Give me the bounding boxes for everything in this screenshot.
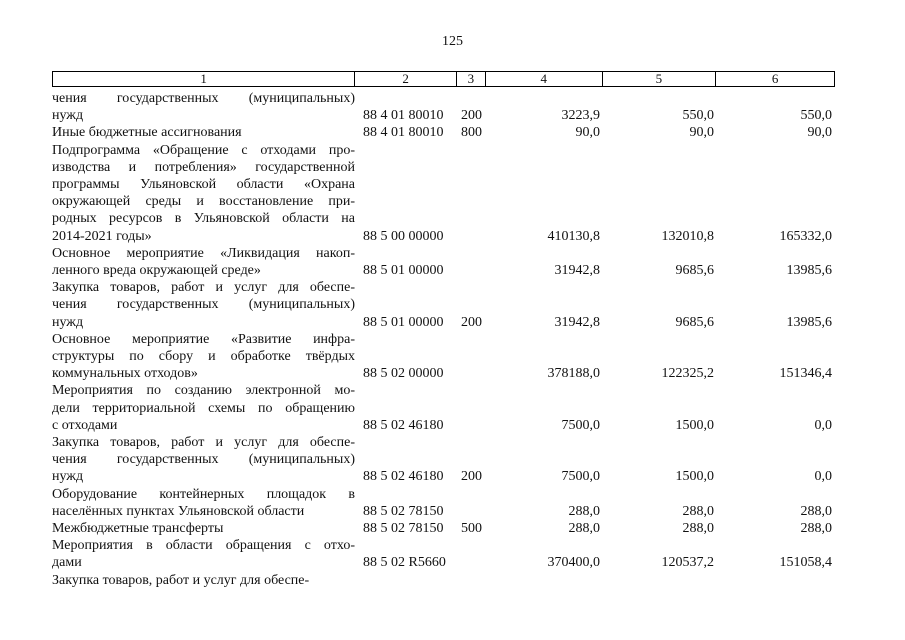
row-code: 88 5 02 78150	[363, 521, 444, 537]
header-col-4: 4	[486, 72, 603, 86]
header-col-1: 1	[53, 72, 355, 86]
table-row	[52, 434, 835, 486]
description-line: коммунальных отходов»	[52, 366, 198, 382]
row-value-col6: 90,0	[807, 125, 832, 141]
row-description	[52, 245, 355, 279]
description-line: изводства и потребления» государственной	[52, 159, 355, 175]
row-value-col5: 9685,6	[675, 263, 714, 279]
description-line: 2014-2021 годы»	[52, 228, 152, 244]
row-expense-type: 200	[461, 108, 482, 124]
description-line: окружающей среды и восстановление при-	[52, 194, 355, 210]
row-code: 88 5 00 00000	[363, 228, 444, 244]
row-value-col6: 0,0	[814, 469, 832, 485]
description-line: Основное мероприятие «Развитие инфра-	[52, 331, 355, 347]
row-value-col6: 13985,6	[786, 314, 832, 330]
row-code: 88 5 01 00000	[363, 263, 444, 279]
row-value-col5: 132010,8	[661, 228, 714, 244]
header-col-5: 5	[603, 72, 717, 86]
row-value-col5: 9685,6	[675, 314, 714, 330]
table-row	[52, 142, 835, 245]
row-value-col6: 165332,0	[779, 228, 832, 244]
table-row	[52, 537, 835, 571]
table-row	[52, 486, 835, 520]
row-expense-type: 800	[461, 125, 482, 141]
table-row	[52, 90, 835, 124]
row-value-col4: 288,0	[568, 521, 600, 537]
description-line: Закупка товаров, работ и услуг для обеспе-	[52, 572, 310, 588]
row-value-col4: 31942,8	[554, 314, 600, 330]
row-value-col6: 550,0	[800, 108, 832, 124]
row-expense-type: 200	[461, 469, 482, 485]
row-value-col4: 7500,0	[561, 417, 600, 433]
row-value-col5: 288,0	[682, 503, 714, 519]
description-line: ленного вреда окружающей среде»	[52, 263, 261, 279]
description-line: Мероприятия по созданию электронной мо-	[52, 383, 355, 399]
row-value-col6: 151346,4	[779, 366, 832, 382]
row-expense-type: 200	[461, 314, 482, 330]
table-row	[52, 520, 835, 537]
table-header	[52, 71, 835, 87]
description-line: Мероприятия в области обращения с отхо-	[52, 538, 355, 554]
row-code: 88 5 02 00000	[363, 366, 444, 382]
description-line: Иные бюджетные ассигнования	[52, 125, 242, 141]
row-code: 88 5 01 00000	[363, 314, 444, 330]
row-value-col4: 378188,0	[547, 366, 600, 382]
description-line: нужд	[52, 314, 84, 330]
row-value-col4: 288,0	[568, 503, 600, 519]
row-code: 88 5 02 78150	[363, 503, 444, 519]
row-code: 88 5 02 46180	[363, 469, 444, 485]
row-description	[52, 382, 355, 434]
description-line: с отходами	[52, 417, 118, 433]
table-row	[52, 245, 835, 279]
row-description	[52, 486, 355, 520]
row-value-col4: 7500,0	[561, 469, 600, 485]
row-value-col6: 0,0	[814, 417, 832, 433]
description-line: нужд	[52, 108, 84, 124]
description-line: чения государственных (муниципальных)	[52, 91, 355, 106]
description-line: Межбюджетные трансферты	[52, 521, 224, 537]
table-row	[52, 382, 835, 434]
row-code: 88 5 02 R5660	[363, 555, 446, 571]
row-value-col4: 3223,9	[561, 108, 600, 124]
row-value-col4: 410130,8	[547, 228, 600, 244]
table-row	[52, 124, 835, 141]
header-col-2: 2	[355, 72, 457, 86]
row-code: 88 4 01 80010	[363, 108, 444, 124]
row-description	[52, 279, 355, 331]
page-number: 125	[442, 34, 463, 49]
row-value-col5: 1500,0	[675, 417, 714, 433]
description-line: родных ресурсов в Ульяновской области на	[52, 211, 355, 227]
row-description	[52, 124, 355, 141]
table-body	[52, 90, 835, 589]
row-value-col5: 1500,0	[675, 469, 714, 485]
row-value-col6: 288,0	[800, 503, 832, 519]
table-row	[52, 572, 835, 589]
row-value-col5: 288,0	[682, 521, 714, 537]
row-value-col6: 288,0	[800, 521, 832, 537]
description-line: структуры по сбору и обработке твёрдых	[52, 349, 355, 365]
row-value-col4: 370400,0	[547, 555, 600, 571]
row-value-col6: 13985,6	[786, 263, 832, 279]
row-value-col5: 90,0	[689, 125, 714, 141]
description-line: Основное мероприятие «Ликвидация накоп-	[52, 245, 355, 261]
row-description	[52, 90, 355, 124]
description-line: чения государственных (муниципальных)	[52, 452, 355, 468]
description-line: чения государственных (муниципальных)	[52, 297, 355, 313]
row-value-col5: 120537,2	[661, 555, 714, 571]
row-expense-type: 500	[461, 521, 482, 537]
row-value-col4: 31942,8	[554, 263, 600, 279]
row-description	[52, 537, 355, 571]
description-line: дами	[52, 555, 82, 571]
row-value-col5: 122325,2	[661, 366, 714, 382]
row-description	[52, 434, 355, 486]
header-col-3: 3	[457, 72, 486, 86]
row-code: 88 5 02 46180	[363, 417, 444, 433]
row-value-col6: 151058,4	[779, 555, 832, 571]
row-description	[52, 520, 355, 537]
row-description	[52, 142, 355, 245]
description-line: населённых пунктах Ульяновской области	[52, 503, 305, 519]
table-row	[52, 279, 835, 331]
row-value-col5: 550,0	[682, 108, 714, 124]
header-col-6: 6	[771, 71, 779, 86]
description-line: Закупка товаров, работ и услуг для обеспе-	[52, 435, 355, 451]
description-line: дели территориальной схемы по обращению	[52, 400, 355, 416]
row-value-col4: 90,0	[575, 125, 600, 141]
description-line: Оборудование контейнерных площадок в	[52, 486, 355, 502]
description-line: Подпрограмма «Обращение с отходами про-	[52, 142, 355, 158]
table-row	[52, 331, 835, 383]
description-line: нужд	[52, 469, 84, 485]
description-line: Закупка товаров, работ и услуг для обеспе-	[52, 280, 355, 296]
row-code: 88 4 01 80010	[363, 125, 444, 141]
description-line: программы Ульяновской области «Охрана	[52, 177, 355, 193]
row-description	[52, 331, 355, 383]
row-description	[52, 572, 355, 589]
